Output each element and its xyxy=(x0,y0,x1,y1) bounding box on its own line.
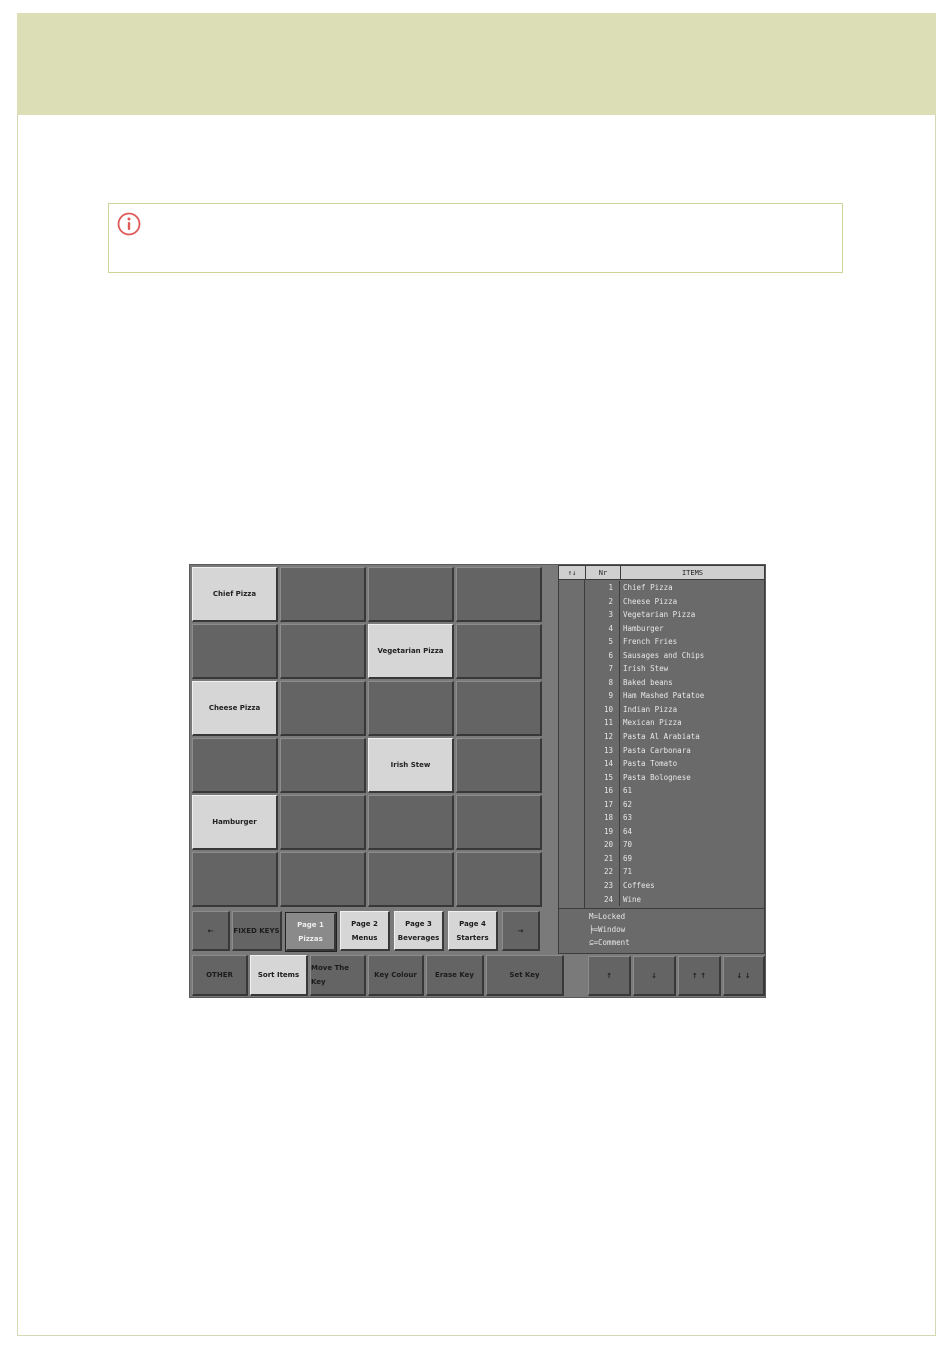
sort-arrows-icon: ↑↓ xyxy=(567,568,577,577)
info-icon xyxy=(117,212,141,236)
key-colour-button[interactable] xyxy=(368,955,424,996)
items-list xyxy=(586,581,764,908)
item-number: 10 xyxy=(586,703,620,717)
key-colour-label: Key Colour xyxy=(374,971,417,979)
move-key-button[interactable] xyxy=(310,955,366,996)
item-name: 70 xyxy=(623,840,633,850)
item-row[interactable] xyxy=(586,676,764,690)
menu-key[interactable] xyxy=(280,852,366,907)
item-row[interactable] xyxy=(586,825,764,839)
item-name: Irish Stew xyxy=(623,664,669,674)
menu-key[interactable] xyxy=(280,567,366,622)
menu-key-label: Cheese Pizza xyxy=(208,704,261,712)
menu-key[interactable] xyxy=(280,681,366,736)
item-number: 22 xyxy=(586,865,620,879)
legend-comment-label: Comment xyxy=(598,938,630,947)
sort-column xyxy=(559,566,585,908)
page-tab-title: Page 4 xyxy=(459,919,486,928)
other-label: OTHER xyxy=(206,971,233,979)
page-tab-title: Page 2 xyxy=(351,919,378,928)
item-row[interactable] xyxy=(586,798,764,812)
move-key-label: Move The Key xyxy=(311,964,350,986)
menu-key[interactable] xyxy=(368,738,454,793)
item-name: Ham Mashed Patatoe xyxy=(623,691,705,701)
item-number: 1 xyxy=(586,581,620,595)
page-tab-title: Page 3 xyxy=(405,919,432,928)
item-number: 6 xyxy=(586,649,620,663)
item-number: 24 xyxy=(586,893,620,907)
menu-key[interactable] xyxy=(456,738,542,793)
legend-locked-label: Locked xyxy=(598,912,626,921)
page-tab-subtitle: Menus xyxy=(351,933,378,942)
legend-locked: M=Locked xyxy=(589,912,626,921)
menu-key[interactable] xyxy=(192,795,278,850)
key-grid xyxy=(192,567,544,909)
item-row[interactable] xyxy=(586,757,764,771)
item-name: Indian Pizza xyxy=(623,704,678,714)
menu-key-label: Hamburger xyxy=(212,818,257,826)
menu-key-label: Irish Stew xyxy=(390,761,431,769)
page-tab-subtitle: Pizzas xyxy=(298,934,323,943)
item-name: Cheese Pizza xyxy=(623,596,678,606)
item-name: French Fries xyxy=(623,637,678,647)
menu-key[interactable] xyxy=(456,852,542,907)
menu-key[interactable] xyxy=(280,795,366,850)
item-number: 12 xyxy=(586,730,620,744)
item-row[interactable] xyxy=(586,622,764,636)
items-column-header xyxy=(621,566,764,580)
arrow-up-icon: ↑ xyxy=(606,971,612,980)
item-number: 21 xyxy=(586,852,620,866)
menu-key[interactable] xyxy=(456,795,542,850)
item-name: Pasta Bolognese xyxy=(623,772,691,782)
next-arrow-icon: → xyxy=(517,926,524,935)
item-number: 19 xyxy=(586,825,620,839)
item-number: 4 xyxy=(586,622,620,636)
item-number: 16 xyxy=(586,784,620,798)
page-up-button[interactable] xyxy=(678,956,721,996)
item-name: Pasta Al Arabiata xyxy=(623,732,700,742)
page-tab-subtitle: Beverages xyxy=(397,933,440,942)
erase-key-label: Erase Key xyxy=(435,971,474,979)
item-row[interactable] xyxy=(586,879,764,893)
prev-page-button[interactable] xyxy=(192,911,230,951)
menu-key[interactable] xyxy=(192,852,278,907)
item-row[interactable] xyxy=(586,744,764,758)
item-row[interactable] xyxy=(586,811,764,825)
item-name: 64 xyxy=(623,826,633,836)
item-number: 15 xyxy=(586,771,620,785)
item-name: Hamburger xyxy=(623,623,664,633)
prev-arrow-icon: ← xyxy=(207,926,214,935)
page-tab-3[interactable] xyxy=(394,911,444,951)
item-name: Chief Pizza xyxy=(623,583,673,592)
items-header-label: ITEMS xyxy=(681,568,704,577)
menu-key[interactable] xyxy=(368,681,454,736)
legend-panel xyxy=(558,909,765,954)
item-name: 69 xyxy=(623,853,633,863)
item-row[interactable] xyxy=(586,689,764,703)
item-name: Coffees xyxy=(623,881,655,891)
fixed-keys-button[interactable] xyxy=(232,911,282,951)
page-tab-4[interactable] xyxy=(448,911,498,951)
item-row[interactable] xyxy=(586,865,764,879)
double-arrow-up-icon: ↑ ↑ xyxy=(691,971,707,980)
menu-key[interactable] xyxy=(456,624,542,679)
scroll-up-button[interactable] xyxy=(588,956,631,996)
erase-key-button[interactable] xyxy=(426,955,484,996)
item-row[interactable] xyxy=(586,838,764,852)
items-list-panel xyxy=(558,565,765,909)
item-number: 8 xyxy=(586,676,620,690)
menu-key[interactable] xyxy=(192,624,278,679)
item-number: 3 xyxy=(586,608,620,622)
item-row[interactable] xyxy=(586,595,764,609)
comment-icon: ⊆ xyxy=(589,938,594,947)
item-name: Sausages and Chips xyxy=(623,650,705,660)
lock-icon: M xyxy=(589,912,594,921)
item-number: 11 xyxy=(586,716,620,730)
page-down-button[interactable] xyxy=(723,956,765,996)
menu-key[interactable] xyxy=(192,681,278,736)
item-name: Wine xyxy=(623,894,642,904)
menu-key[interactable] xyxy=(192,738,278,793)
item-name: Vegetarian Pizza xyxy=(623,610,696,620)
fixed-keys-label: FIXED KEYS xyxy=(233,926,280,935)
item-number: 14 xyxy=(586,757,620,771)
item-name: Pasta Tomato xyxy=(623,759,678,769)
item-row[interactable] xyxy=(586,608,764,622)
set-key-label: Set Key xyxy=(509,971,540,979)
menu-key[interactable] xyxy=(280,624,366,679)
menu-key[interactable] xyxy=(456,681,542,736)
sort-column-header[interactable] xyxy=(559,566,586,580)
item-row[interactable] xyxy=(586,703,764,717)
item-row[interactable] xyxy=(586,893,764,907)
item-number: 2 xyxy=(586,595,620,609)
arrow-down-icon: ↓ xyxy=(651,971,657,980)
item-row[interactable] xyxy=(586,730,764,744)
menu-key[interactable] xyxy=(368,795,454,850)
pos-keyboard-editor-screenshot xyxy=(189,564,766,998)
menu-key-label: Vegetarian Pizza xyxy=(377,647,444,655)
set-key-button[interactable] xyxy=(486,955,564,996)
item-row[interactable] xyxy=(586,649,764,663)
scroll-down-button[interactable] xyxy=(633,956,676,996)
item-number: 18 xyxy=(586,811,620,825)
item-row[interactable] xyxy=(586,852,764,866)
sort-items-label: Sort Items xyxy=(257,971,300,979)
menu-key[interactable] xyxy=(456,567,542,622)
item-number: 9 xyxy=(586,689,620,703)
item-row[interactable] xyxy=(586,716,764,730)
page-tab-2[interactable] xyxy=(340,911,390,951)
nr-column-header xyxy=(586,566,621,580)
window-icon: ╞ xyxy=(589,925,594,934)
item-name: 63 xyxy=(623,813,633,823)
info-note-box xyxy=(108,203,843,273)
item-row[interactable] xyxy=(586,662,764,676)
item-row[interactable] xyxy=(586,771,764,785)
item-name: Baked beans xyxy=(623,677,673,687)
item-number: 5 xyxy=(586,635,620,649)
legend-comment: ⊆=Comment xyxy=(589,938,630,947)
item-name: 71 xyxy=(623,867,633,877)
item-name: 61 xyxy=(623,786,633,796)
menu-key[interactable] xyxy=(280,738,366,793)
menu-key[interactable] xyxy=(368,624,454,679)
legend-window-label: Window xyxy=(598,925,626,934)
item-row[interactable] xyxy=(586,581,764,595)
page-header-band xyxy=(17,13,936,115)
sort-items-button[interactable] xyxy=(250,955,308,996)
item-number: 20 xyxy=(586,838,620,852)
item-number: 7 xyxy=(586,662,620,676)
legend-window: ╞=Window xyxy=(589,925,626,934)
item-row[interactable] xyxy=(586,784,764,798)
page-tab-1[interactable] xyxy=(286,913,336,951)
item-number: 13 xyxy=(586,744,620,758)
item-number: 17 xyxy=(586,798,620,812)
page-tab-title: Page 1 xyxy=(297,920,324,929)
double-arrow-down-icon: ↓ ↓ xyxy=(736,971,751,980)
item-name: Mexican Pizza xyxy=(623,718,682,728)
item-name: Pasta Carbonara xyxy=(623,745,691,755)
menu-key[interactable] xyxy=(192,567,278,622)
menu-key[interactable] xyxy=(368,852,454,907)
nr-header-label: Nr xyxy=(598,568,608,577)
menu-key[interactable] xyxy=(368,567,454,622)
page-tab-subtitle: Starters xyxy=(456,933,489,942)
next-page-button[interactable] xyxy=(502,911,540,951)
menu-key-label: Chief Pizza xyxy=(212,590,257,598)
item-number: 23 xyxy=(586,879,620,893)
other-button[interactable] xyxy=(192,955,248,996)
item-name: 62 xyxy=(623,799,633,809)
item-row[interactable] xyxy=(586,635,764,649)
